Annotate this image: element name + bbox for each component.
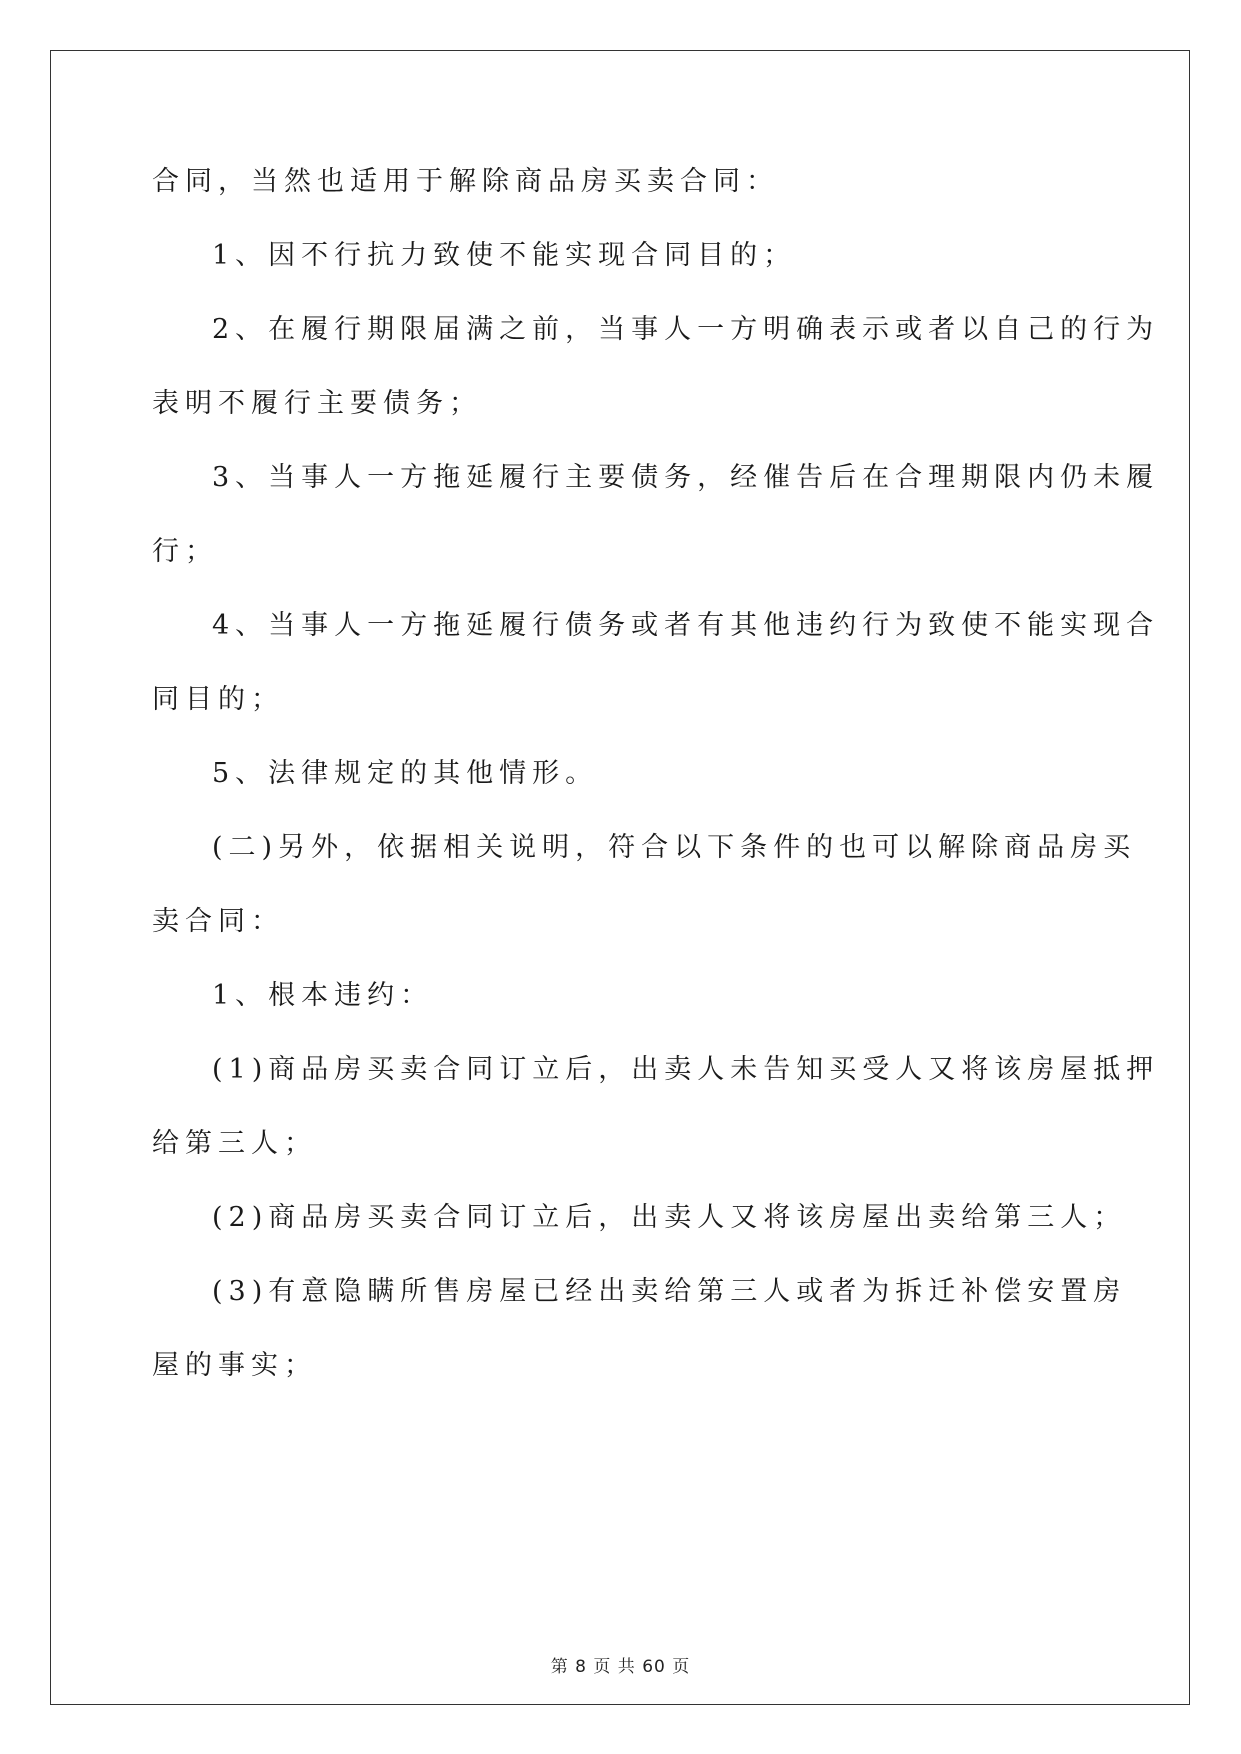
text-line: 5、法律规定的其他情形。	[212, 758, 599, 789]
text-line: 1、根本违约：	[212, 980, 434, 1011]
text-line: (1)商品房买卖合同订立后，出卖人未告知买受人又将该房屋抵押	[212, 1054, 1160, 1085]
text-line: 合同，当然也适用于解除商品房买卖合同：	[152, 166, 779, 197]
text-line: 2、在履行期限届满之前，当事人一方明确表示或者以自己的行为	[212, 314, 1160, 345]
text-line: 同目的；	[152, 684, 284, 715]
text-line: 4、当事人一方拖延履行债务或者有其他违约行为致使不能实现合	[212, 610, 1160, 641]
page-number: 第 8 页 共 60 页	[550, 1657, 691, 1677]
text-line: 1、因不行抗力致使不能实现合同目的；	[212, 240, 797, 271]
text-line: 屋的事实；	[152, 1350, 317, 1381]
text-line: 给第三人；	[152, 1128, 317, 1159]
text-line: 卖合同：	[152, 906, 284, 937]
page-border	[50, 50, 1190, 1705]
text-line: (3)有意隐瞒所售房屋已经出卖给第三人或者为拆迁补偿安置房	[212, 1276, 1127, 1307]
text-line: (2)商品房买卖合同订立后，出卖人又将该房屋出卖给第三人；	[212, 1202, 1127, 1233]
text-line: (二)另外，依据相关说明，符合以下条件的也可以解除商品房买	[212, 832, 1137, 863]
text-line: 3、当事人一方拖延履行主要债务，经催告后在合理期限内仍未履	[212, 462, 1160, 493]
text-line: 行；	[152, 536, 218, 567]
text-line: 表明不履行主要债务；	[152, 388, 482, 419]
